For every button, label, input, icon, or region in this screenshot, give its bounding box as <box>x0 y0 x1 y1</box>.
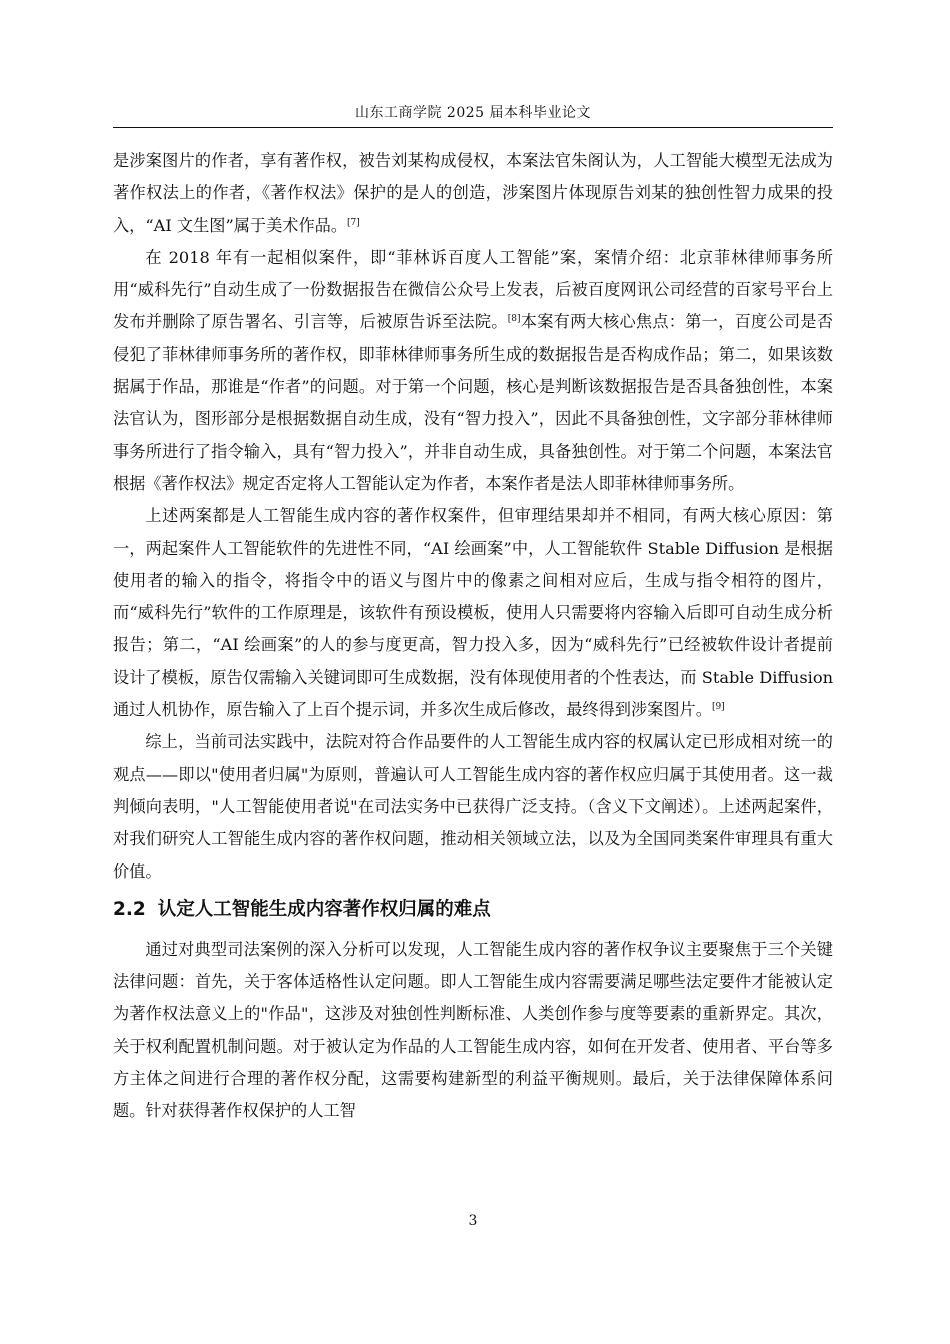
paragraph-text: 在 2018 年有一起相似案件，即“菲林诉百度人工智能”案，案情介绍：北京菲林律师事务所用“威科先行”自动生成了一份数据报告在微信公众号上发表，后被百度网讯公司经营的百家号平台上发布并删除了原告署名、引言等，后被原告诉至法院。 <box>113 247 833 332</box>
paragraph-case-comparison <box>113 500 833 726</box>
section-heading <box>113 894 833 926</box>
body-text <box>113 145 833 1128</box>
header-rule <box>113 127 833 128</box>
paragraph-text: 是涉案图片的作者，享有著作权，被告刘某构成侵权，本案法官朱阁认为，人工智能大模型无法成为著作权法上的作者，《著作权法》保护的是人的创造，涉案图片体现原告刘某的独创性智力成果的投入，“AI 文生图”属于美术作品。 <box>113 151 833 235</box>
paragraph-continuation <box>113 145 833 242</box>
citation-ref[interactable]: [7] <box>347 217 360 228</box>
paragraph-text: 综上，当前司法实践中，法院对符合作品要件的人工智能生成内容的权属认定已形成相对统一的观点——即以"使用者归属"为原则，普遍认可人工智能生成内容的著作权应归属于其使用者。这一裁判倾向表明，"人工智能使用者说"在司法实务中已获得广泛支持。（含义下文阐述）。上述两起案件，对我们研究人工智能生成内容的著作权问题，推动相关领域立法，以及为全国同类案件审理具有重大价值。 <box>113 732 833 881</box>
section-number: 2.2 <box>113 898 146 920</box>
paragraph-summary <box>113 726 833 887</box>
section-title-text: 认定人工智能生成内容著作权归属的难点 <box>157 898 491 920</box>
paragraph-text: 通过对典型司法案例的深入分析可以发现，人工智能生成内容的著作权争议主要聚焦于三个关键法律问题：首先，关于客体适格性认定问题。即人工智能生成内容需要满足哪些法定要件才能被认定为著作权法意义上的"作品"，这涉及对独创性判断标准、人类创作参与度等要素的重新界定。其次，关于权利配置机制问题。对于被认定为作品的人工智能生成内容，如何在开发者、使用者、平台等多方主体之间进行合理的著作权分配，这需要构建新型的利益平衡规则。最后，关于法律保障体系问题。针对获得著作权保护的人工智 <box>113 939 833 1121</box>
paragraph-feilin-case <box>113 242 833 500</box>
paragraph-text: 上述两案都是人工智能生成内容的著作权案件，但审理结果却并不相同，有两大核心原因：第一，两起案件人工智能软件的先进性不同，“AI 绘画案”中，人工智能软件 Stable Diffusion 是根据使用者的输入的指令，将指令中的语义与图片中的像素之间相对应后，生成与指令相符的图片，而“威科先行”软件的工作原理是，该软件有预设模板，使用人只需要将内容输入后即可自动生成分析报告；第二，“AI 绘画案”的人的参与度更高，智力投入多，因为“威科先行”已经被软件设计者提前设计了模板，原告仅需输入关键词即可生成数据，没有体现使用者的个性表达，而 Stable Diffusion 通过人机协作，原告输入了上百个提示词，并多次生成后修改，最终得到涉案图片。 <box>113 506 833 720</box>
page-number: 3 <box>468 1213 478 1229</box>
paragraph-difficulties <box>113 934 833 1128</box>
citation-ref[interactable]: [8] <box>507 314 521 325</box>
running-header: 山东工商学院 2025 届本科毕业论文 <box>354 105 592 121</box>
citation-ref[interactable]: [9] <box>711 702 725 713</box>
paragraph-text: 本案有两大核心焦点：第一，百度公司是否侵犯了菲林律师事务所的著作权，即菲林律师事务所生成的数据报告是否构成作品；第二，如果该数据属于作品，那谁是“作者”的问题。对于第一个问题，核心是判断该数据报告是否具备独创性，本案法官认为，图形部分是根据数据自动生成，没有“智力投入”，因此不具备独创性，文字部分菲林律师事务所进行了指令输入，具有“智力投入”，并非自动生成，具备独创性。对于第二个问题，本案法官根据《著作权法》规定否定将人工智能认定为作者，本案作者是法人即菲林律师事务所。 <box>113 312 834 493</box>
